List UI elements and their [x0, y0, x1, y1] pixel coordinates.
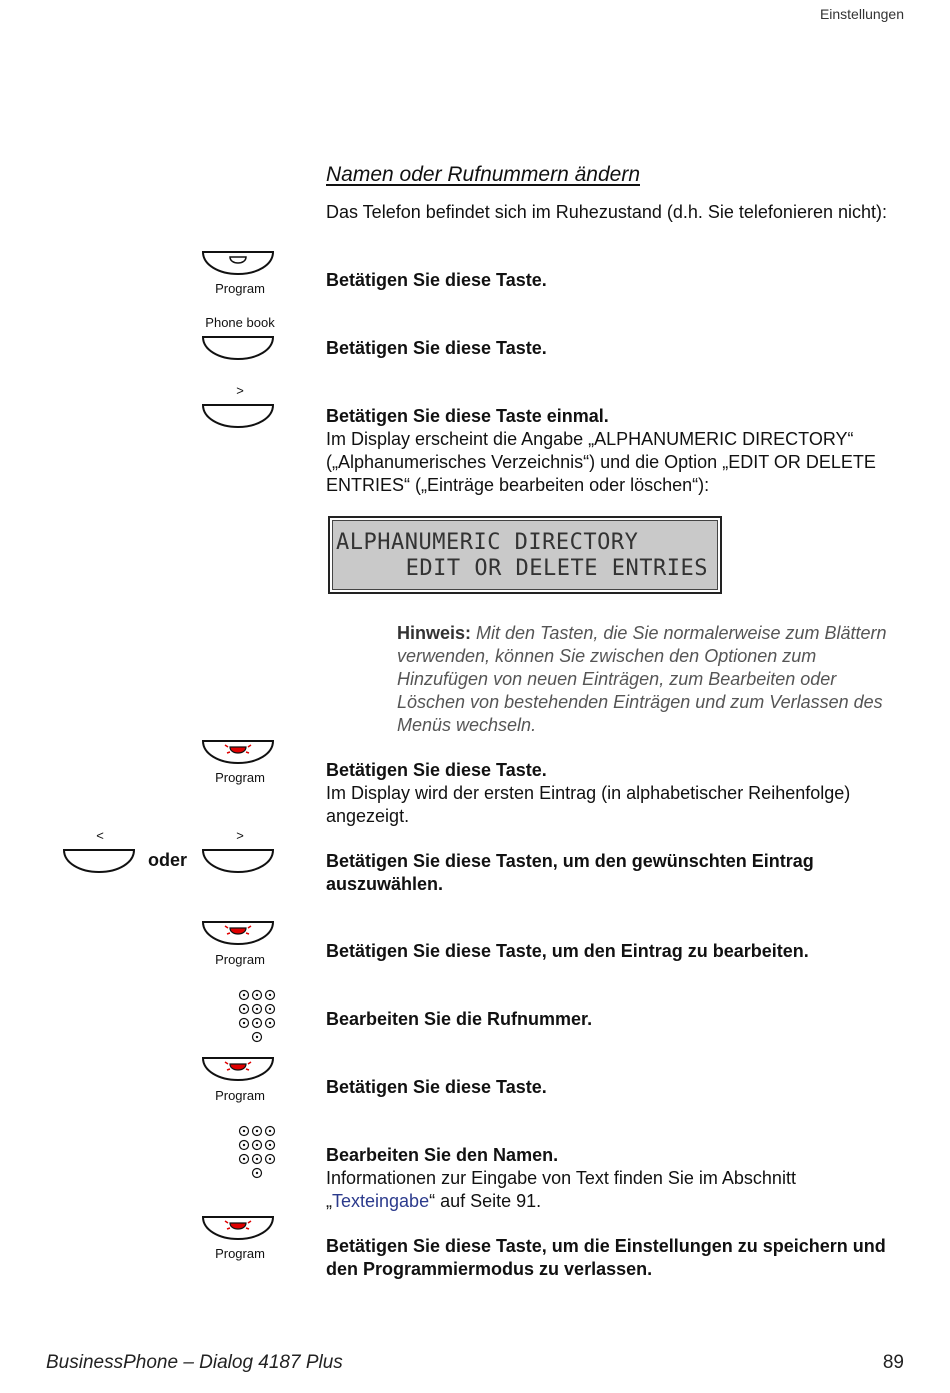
step-3-title: Betätigen Sie diese Taste einmal. — [326, 406, 609, 426]
note-label: Hinweis: — [397, 623, 472, 643]
keypad-icon — [238, 989, 278, 1045]
program-key-lit-4-label: Program — [215, 1246, 265, 1261]
phone-display — [328, 516, 722, 594]
step-4-block — [326, 759, 906, 828]
keypad-2-icon — [238, 1125, 278, 1181]
program-key-label: Program — [215, 281, 265, 296]
note-block — [397, 622, 907, 737]
right-arrow-key-2-label: > — [236, 828, 244, 843]
program-key-lit-icon — [201, 738, 275, 766]
right-arrow-key-label: > — [236, 383, 244, 398]
program-key-lit-3-label: Program — [215, 1088, 265, 1103]
page-number: 89 — [882, 1352, 904, 1373]
step-9-block — [326, 1144, 906, 1213]
step-9-text-post: “ auf Seite 91. — [429, 1191, 542, 1211]
program-key-lit-3-icon — [201, 1055, 275, 1083]
right-arrow-key-icon — [201, 402, 275, 430]
display-line-1: ALPHANUMERIC DIRECTORY — [336, 530, 639, 555]
texteingabe-link[interactable]: Texteingabe — [332, 1191, 430, 1211]
step-3-block — [326, 405, 906, 497]
footer-product: BusinessPhone – Dialog 4187 Plus — [46, 1352, 343, 1373]
program-key-lit-2-label: Program — [215, 952, 265, 967]
step-9-title: Bearbeiten Sie den Namen. — [326, 1145, 559, 1165]
step-3-text: Im Display erscheint die Angabe „ALPHANUMERIC DIRECTORY“ („Alphanumerisches Verzeichnis“) und die Option „EDIT OR DELETE ENTRIES“ („Einträge bearbeiten oder löschen“): — [326, 429, 876, 495]
program-key-lit-2-icon — [201, 919, 275, 947]
display-line-2: EDIT OR DELETE ENTRIES — [405, 556, 708, 581]
left-arrow-key-icon — [62, 847, 136, 875]
section-title: Namen oder Rufnummern ändern — [326, 163, 640, 186]
step-1-text: Betätigen Sie diese Taste. — [326, 270, 547, 290]
step-4-text: Im Display wird der ersten Eintrag (in alphabetischer Reihenfolge) angezeigt. — [326, 783, 851, 826]
program-key-lit-label: Program — [215, 770, 265, 785]
step-7-text: Bearbeiten Sie die Rufnummer. — [326, 1009, 593, 1029]
running-header: Einstellungen — [819, 6, 904, 22]
step-5-text: Betätigen Sie diese Tasten, um den gewünschten Eintrag auszuwählen. — [326, 851, 814, 894]
step-6-text: Betätigen Sie diese Taste, um den Eintrag zu bearbeiten. — [326, 941, 809, 961]
phone-book-key-label: Phone book — [205, 315, 275, 330]
program-key-icon — [201, 249, 275, 277]
oder-label: oder — [148, 850, 188, 870]
step-4-title: Betätigen Sie diese Taste. — [326, 760, 547, 780]
note-text: Mit den Tasten, die Sie normalerweise zum Blättern verwenden, können Sie zwischen den Optionen zum Hinzufügen von neuen Einträgen, zum Bearbeiten oder Löschen von bestehenden Einträgen und zum Verlassen des Menüs wechseln. — [397, 623, 887, 735]
phone-book-key-icon — [201, 334, 275, 362]
left-arrow-key-label: < — [96, 828, 104, 843]
step-9-text-pre: Informationen zur Eingabe von Text finden Sie im Abschnitt „ — [326, 1168, 796, 1211]
step-9-text — [326, 1167, 906, 1213]
right-arrow-key-2-icon — [201, 847, 275, 875]
step-8-text: Betätigen Sie diese Taste. — [326, 1077, 547, 1097]
step-10-text: Betätigen Sie diese Taste, um die Einstellungen zu speichern und den Programmiermodus zu verlassen. — [326, 1236, 886, 1279]
program-key-lit-4-icon — [201, 1214, 275, 1242]
intro-text: Das Telefon befindet sich im Ruhezustand (d.h. Sie telefonieren nicht): — [326, 202, 887, 222]
step-2-text: Betätigen Sie diese Taste. — [326, 338, 547, 358]
